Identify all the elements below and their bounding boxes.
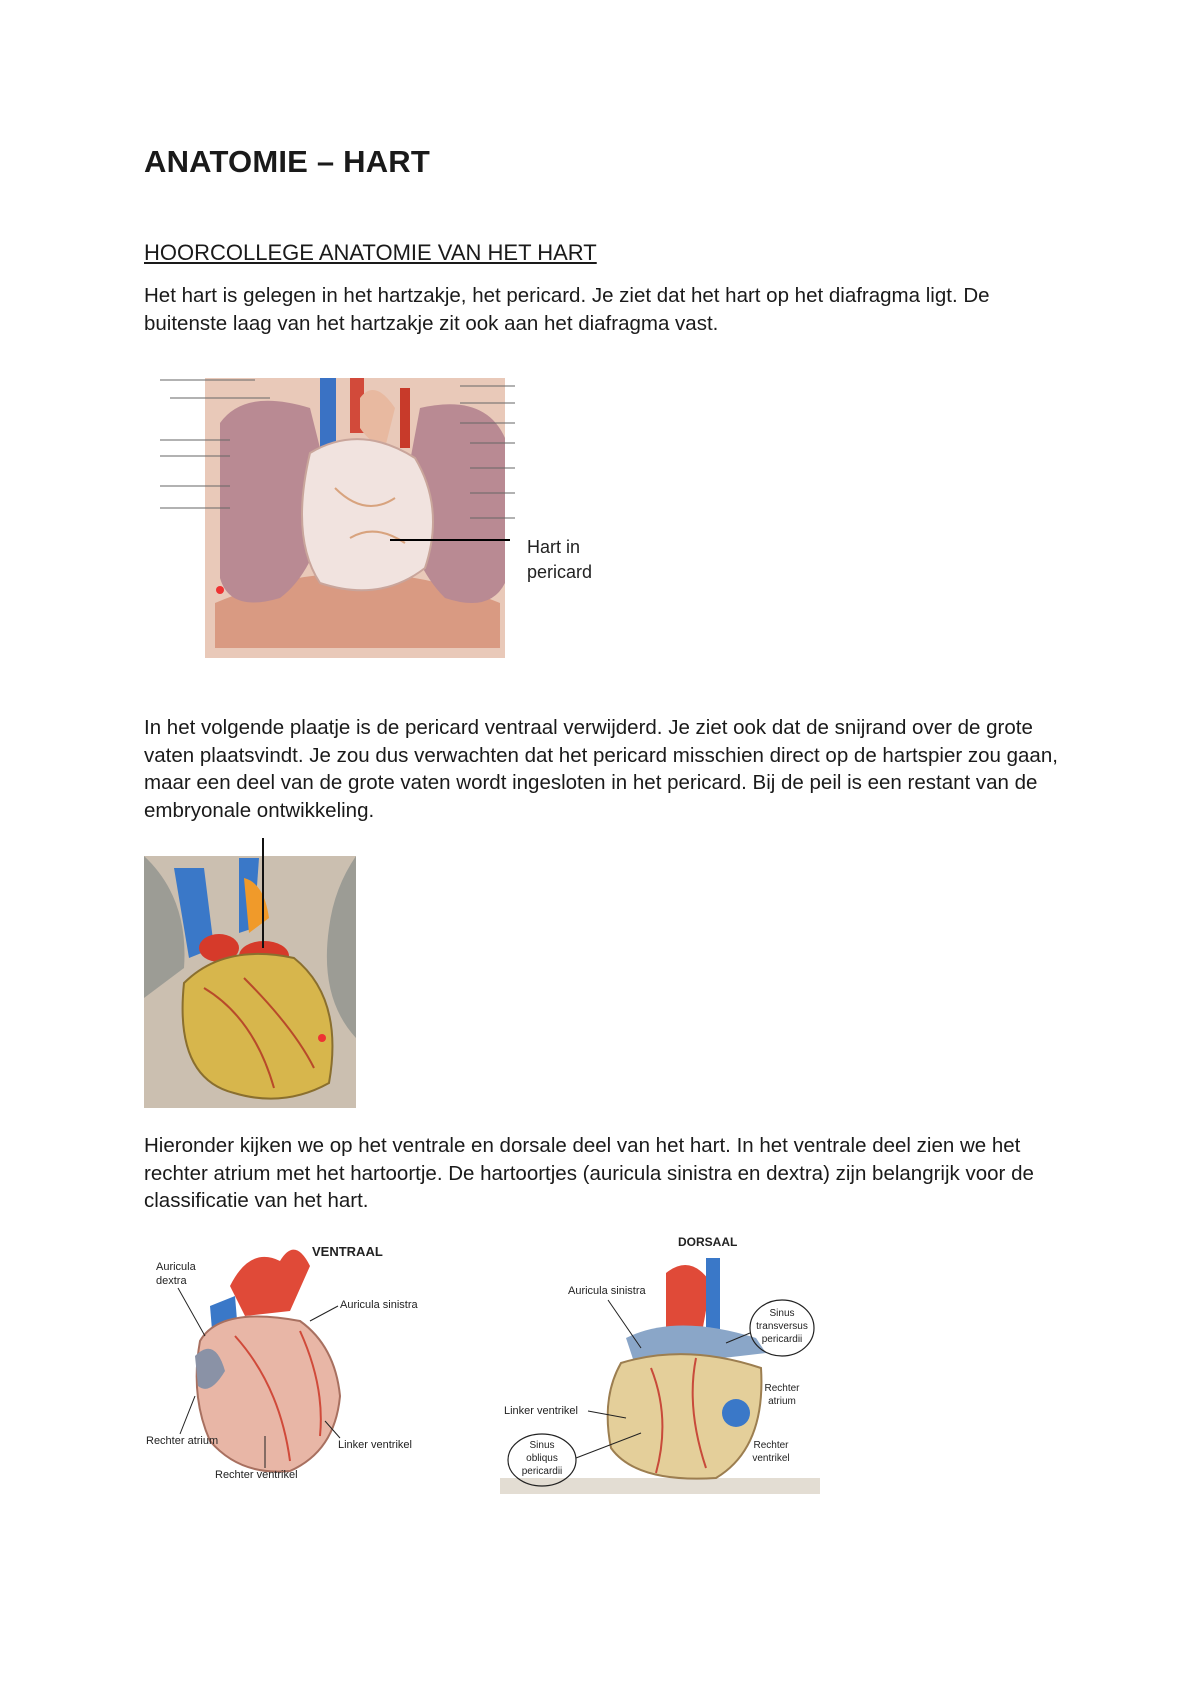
- leader-rechter-atrium: [180, 1396, 195, 1434]
- label-sinus-obliquus-2: obliqus: [526, 1453, 558, 1464]
- vena-cava: [320, 378, 336, 448]
- label-rechter-atrium-1: Rechter: [764, 1383, 800, 1394]
- label-rechter-atrium: Rechter atrium: [146, 1435, 219, 1447]
- figure-heart-in-pericardium: [160, 368, 600, 678]
- label-sinus-transversus-1: Sinus: [769, 1308, 795, 1319]
- section-heading: HOORCOLLEGE ANATOMIE VAN HET HART: [144, 240, 597, 265]
- aorta: [400, 388, 410, 448]
- label-pericard: pericard: [527, 562, 593, 582]
- label-auricula-sinistra: Auricula sinistra: [340, 1299, 418, 1311]
- paragraph-1: Het hart is gelegen in het hartzakje, het pericard. Je ziet dat het hart op het diafragma ligt. De buitenste laag van het hartzakje zit ook aan het diafragma vast.: [144, 284, 990, 335]
- label-sinus-transversus-3: pericardii: [761, 1334, 803, 1345]
- heading-ventraal: VENTRAAL: [312, 1244, 383, 1259]
- page-title: ANATOMIE – HART: [144, 144, 431, 179]
- label-sinus-obliquus-3: pericardii: [521, 1466, 563, 1477]
- paragraph-2: In het volgende plaatje is de pericard ventraal verwijderd. Je ziet ook dat de snijrand over de grote vaten plaatsvindt. Je zou dus verwachten dat het pericard misschien direct op de hartspier zou gaan, maar een deel van de grote vaten wordt ingesloten in het pericard. Bij de peil is een restant van de embryonale ontwikkeling.: [144, 716, 1058, 822]
- label-sinus-transversus-2: transversus: [756, 1321, 808, 1332]
- leader-auricula-sinistra: [608, 1300, 641, 1348]
- label-auricula-dextra-2: dextra: [156, 1275, 187, 1287]
- paragraph-3: Hieronder kijken we op het ventrale en dorsale deel van het hart. In het ventrale deel zien we het rechter atrium met het hartoortje. De hartoortjes (auricula sinistra en dextra) zijn belangrijk voor de classificatie van het hart.: [144, 1134, 1034, 1213]
- label-rechter-ventrikel: Rechter ventrikel: [215, 1469, 298, 1481]
- leader-auricula-sinistra: [310, 1306, 338, 1321]
- label-auricula-sinistra: Auricula sinistra: [568, 1285, 646, 1297]
- label-linker-ventrikel: Linker ventrikel: [504, 1405, 578, 1417]
- heart: [183, 954, 333, 1099]
- marker-dot: [216, 586, 224, 594]
- label-hart-in: Hart in: [527, 537, 581, 557]
- aorta: [230, 1250, 310, 1316]
- label-auricula-dextra-1: Auricula: [156, 1261, 196, 1273]
- vena-cava: [706, 1258, 720, 1338]
- coronary-sinus: [722, 1399, 750, 1427]
- marker-dot: [318, 1034, 326, 1042]
- label-sinus-obliquus-1: Sinus: [529, 1440, 555, 1451]
- figure-pericardium-removed: [144, 838, 359, 1108]
- figure-heart-ventral: [140, 1236, 440, 1486]
- pericardium: [302, 439, 433, 590]
- label-rechter-ventrikel-1: Rechter: [753, 1440, 789, 1451]
- label-rechter-ventrikel-2: ventrikel: [752, 1453, 790, 1464]
- label-rechter-atrium-2: atrium: [768, 1396, 796, 1407]
- label-linker-ventrikel: Linker ventrikel: [338, 1439, 412, 1451]
- figure-heart-dorsal: [496, 1228, 826, 1498]
- leader-auricula-dextra: [178, 1288, 205, 1336]
- heading-dorsaal: DORSAAL: [678, 1235, 738, 1249]
